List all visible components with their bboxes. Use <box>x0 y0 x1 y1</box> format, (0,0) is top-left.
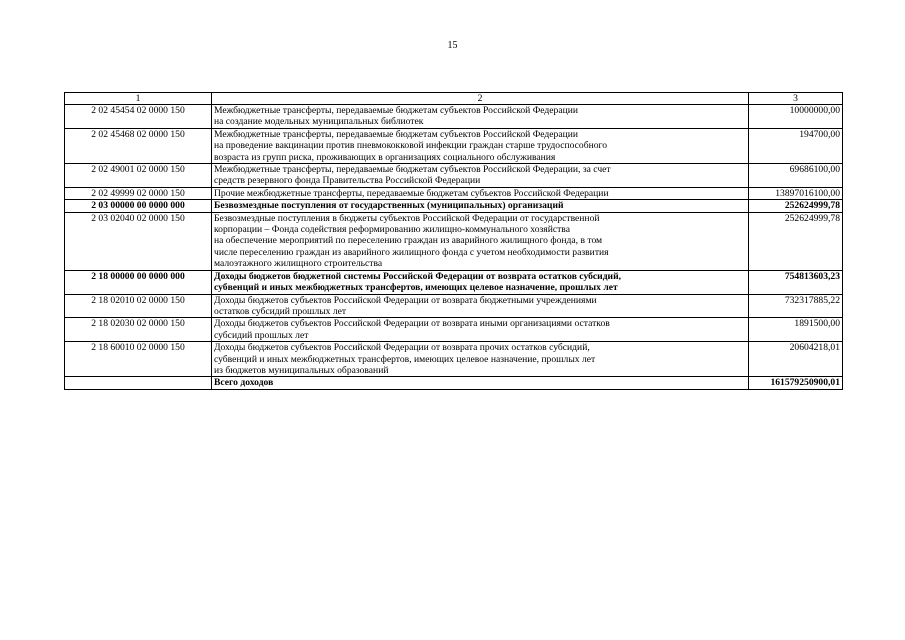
table-row <box>65 377 843 389</box>
amount-cell: 20604218,01 <box>749 342 843 377</box>
amount-cell: 69686100,00 <box>749 164 843 188</box>
budget-code-cell: 2 02 49001 02 0000 150 <box>65 164 212 188</box>
revenue-table <box>64 92 843 390</box>
table-row <box>65 105 843 129</box>
table-row <box>65 318 843 342</box>
description-cell: Межбюджетные трансферты, передаваемые бюджетам субъектов Российской Федерации на проведение вакцинации против пневмококковой инфекции граждан старше трудоспособного возраста из групп риска, проживающих в организациях социального обслуживания <box>212 128 749 163</box>
amount-cell: 754813603,23 <box>749 270 843 294</box>
amount-cell: 252624999,78 <box>749 212 843 270</box>
amount-cell: 10000000,00 <box>749 105 843 129</box>
column-number-row <box>65 93 843 105</box>
column-header-1: 1 <box>65 93 212 105</box>
budget-code-cell: 2 18 02030 02 0000 150 <box>65 318 212 342</box>
budget-code-cell <box>65 377 212 389</box>
table-row <box>65 294 843 318</box>
amount-cell: 13897016100,00 <box>749 187 843 199</box>
table-row <box>65 187 843 199</box>
column-header-3: 3 <box>749 93 843 105</box>
column-header-2: 2 <box>212 93 749 105</box>
budget-code-cell: 2 02 49999 02 0000 150 <box>65 187 212 199</box>
amount-cell: 252624999,78 <box>749 200 843 212</box>
amount-cell: 194700,00 <box>749 128 843 163</box>
description-cell: Межбюджетные трансферты, передаваемые бюджетам субъектов Российской Федерации, за счет средств резервного фонда Правительства Российской Федерации <box>212 164 749 188</box>
budget-code-cell: 2 02 45454 02 0000 150 <box>65 105 212 129</box>
description-cell: Межбюджетные трансферты, передаваемые бюджетам субъектов Российской Федерации на создание модельных муниципальных библиотек <box>212 105 749 129</box>
budget-code-cell: 2 03 00000 00 0000 000 <box>65 200 212 212</box>
description-cell: Доходы бюджетов субъектов Российской Федерации от возврата прочих остатков субсидий, субвенций и иных межбюджетных трансфертов, имеющих целевое назначение, прошлых лет из бюджетов муниципальных образований <box>212 342 749 377</box>
description-cell: Всего доходов <box>212 377 749 389</box>
budget-code-cell: 2 18 00000 00 0000 000 <box>65 270 212 294</box>
budget-code-cell: 2 18 02010 02 0000 150 <box>65 294 212 318</box>
description-cell: Доходы бюджетов субъектов Российской Федерации от возврата бюджетными учреждениями остатков субсидий прошлых лет <box>212 294 749 318</box>
budget-code-cell: 2 02 45468 02 0000 150 <box>65 128 212 163</box>
budget-code-cell: 2 18 60010 02 0000 150 <box>65 342 212 377</box>
page-number: 15 <box>447 40 458 51</box>
amount-cell: 1891500,00 <box>749 318 843 342</box>
description-cell: Прочие межбюджетные трансферты, передаваемые бюджетам субъектов Российской Федерации <box>212 187 749 199</box>
description-cell: Доходы бюджетов бюджетной системы Российской Федерации от возврата остатков субсидий, субвенций и иных межбюджетных трансфертов, имеющих целевое назначение, прошлых лет <box>212 270 749 294</box>
table-row <box>65 212 843 270</box>
table-row <box>65 200 843 212</box>
description-cell: Доходы бюджетов субъектов Российской Федерации от возврата иными организациями остатков субсидий прошлых лет <box>212 318 749 342</box>
table-row <box>65 128 843 163</box>
table-row <box>65 342 843 377</box>
budget-code-cell: 2 03 02040 02 0000 150 <box>65 212 212 270</box>
amount-cell: 161579250900,01 <box>749 377 843 389</box>
amount-cell: 732317885,22 <box>749 294 843 318</box>
revenue-table-body <box>65 93 843 390</box>
description-cell: Безвозмездные поступления от государственных (муниципальных) организаций <box>212 200 749 212</box>
table-row <box>65 164 843 188</box>
table-row <box>65 270 843 294</box>
description-cell: Безвозмездные поступления в бюджеты субъектов Российской Федерации от государственной корпорации – Фонда содействия реформированию жилищно-коммунального хозяйства на обеспечение мероприятий по переселению граждан из аварийного жилищного фонда, в том числе переселению граждан из аварийного жилищного фонда с учетом необходимости развития малоэтажного жилищного строительства <box>212 212 749 270</box>
